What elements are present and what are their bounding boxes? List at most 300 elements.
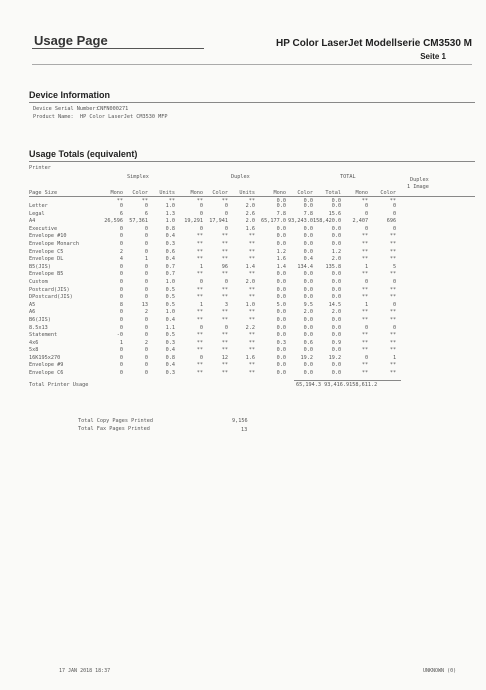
table-row (29, 362, 396, 370)
table-cell: 0.7 (165, 263, 175, 270)
page-size-cell: Legal (29, 210, 45, 217)
device-info-rule (29, 102, 475, 103)
table-cell: 0 (364, 278, 369, 285)
table-cell: ** (248, 294, 255, 301)
table-cell: ** (196, 370, 203, 377)
table-cell: ** (389, 309, 397, 316)
page-size-cell: A4 (29, 218, 36, 225)
table-cell: 5.0 (276, 301, 286, 308)
table-cell: ** (389, 256, 397, 263)
table-cell: 0.0 (331, 233, 342, 240)
table-cell: ** (248, 309, 255, 316)
table-cell: ** (248, 271, 255, 278)
table-cell: ** (248, 197, 255, 204)
table-cell: 0.3 (276, 339, 286, 346)
table-cell: 0.0 (331, 347, 342, 354)
table-cell: 0.0 (276, 309, 286, 316)
table-cell: 135.8 (325, 263, 342, 270)
table-cell: 0 (144, 225, 148, 232)
table-cell: 0 (119, 233, 123, 240)
table-cell: ** (389, 286, 397, 293)
table-cell: ** (389, 233, 397, 240)
table-cell: 0 (119, 294, 123, 301)
column-header: Color (380, 190, 396, 196)
table-cell: 0 (224, 225, 228, 232)
table-cell: 1.3 (165, 210, 175, 217)
table-cell: 0 (392, 301, 397, 308)
table-cell: 0 (119, 324, 123, 331)
table-cell: 0.8 (165, 225, 175, 232)
table-cell: 57,361 (129, 218, 148, 225)
table-cell: 12 (221, 354, 228, 361)
table-cell: ** (221, 370, 228, 377)
table-cell: ** (389, 294, 397, 301)
page-size-cell: Executive (29, 225, 58, 232)
usage-totals-rule (29, 161, 475, 162)
table-cell: 2 (144, 339, 148, 346)
table-cell: ** (248, 248, 255, 255)
table-cell: ** (196, 233, 203, 240)
table-cell: ** (196, 197, 203, 204)
table-cell: 0.0 (331, 240, 342, 247)
table-row (29, 287, 396, 295)
table-cell: 1.0 (165, 203, 175, 209)
printer-model: HP Color LaserJet Modellserie CM3530 M (276, 38, 472, 49)
table-cell: 0 (144, 324, 148, 331)
table-cell: 0 (392, 210, 397, 217)
table-cell: ** (389, 370, 397, 377)
table-cell: 2.0 (245, 203, 255, 209)
table-cell: ** (196, 256, 203, 263)
table-cell: 0.0 (331, 271, 342, 278)
group-duplex-image-line2: 1 Image (407, 184, 429, 190)
table-cell: 93,243.0 (288, 218, 313, 225)
title-underline (32, 48, 204, 49)
table-cell: ** (221, 197, 228, 204)
table-cell: 0.0 (276, 370, 286, 377)
table-cell: 2.0 (303, 309, 313, 316)
header-divider (32, 64, 472, 65)
table-cell: 0 (119, 370, 123, 377)
table-cell: 0.0 (276, 233, 286, 240)
table-cell: 158,420.0 (313, 218, 342, 225)
table-cell: 0 (144, 248, 148, 255)
table-cell: ** (196, 286, 203, 293)
table-row (29, 264, 396, 272)
table-cell: 0 (392, 203, 397, 209)
table-row (29, 256, 396, 264)
table-cell: 1.0 (245, 301, 255, 308)
table-cell: ** (361, 370, 369, 377)
table-cell: 1.2 (331, 248, 342, 255)
table-cell: 1.2 (276, 248, 286, 255)
table-cell: 6 (144, 210, 148, 217)
table-cell: 2.0 (245, 218, 255, 225)
table-cell: 0 (119, 316, 123, 323)
table-cell: 0.0 (276, 286, 286, 293)
column-header: Color (132, 190, 148, 196)
product-value: HP Color LaserJet CM3530 MFP (80, 114, 168, 120)
table-cell: 1 (199, 301, 203, 308)
table-cell: ** (361, 197, 368, 204)
column-header: Units (159, 190, 175, 196)
column-header: Total (325, 190, 341, 196)
table-cell: ** (141, 197, 148, 204)
header-underline (29, 196, 475, 197)
product-label: Product Name: (33, 114, 74, 120)
table-cell: ** (361, 286, 369, 293)
table-row (29, 249, 396, 257)
table-cell: ** (361, 339, 369, 346)
table-cell: 0.0 (276, 316, 286, 323)
table-cell: 0.0 (331, 286, 342, 293)
table-cell: 0 (144, 278, 148, 285)
page-size-cell: A5 (29, 301, 36, 308)
table-row (29, 317, 396, 325)
table-cell: 19.2 (300, 354, 313, 361)
table-cell: 0.4 (165, 233, 175, 240)
table-cell: 0.6 (303, 339, 313, 346)
table-cell: 0.0 (303, 316, 313, 323)
table-cell: 0 (144, 271, 148, 278)
copy-pages-label: Total Copy Pages Printed (78, 418, 153, 424)
table-cell: ** (221, 347, 228, 354)
table-cell: 1 (364, 301, 369, 308)
table-cell: 1.6 (245, 225, 255, 232)
table-cell: ** (248, 240, 255, 247)
table-cell: 0.0 (303, 240, 313, 247)
table-cell: 2.0 (245, 278, 255, 285)
column-header: Mono (273, 190, 286, 196)
page-size-cell: 8.5x13 (29, 324, 48, 331)
page-size-cell: Letter (29, 203, 48, 209)
table-cell: ** (196, 347, 203, 354)
table-cell: 0 (119, 240, 123, 247)
table-cell: 0.5 (165, 294, 175, 301)
table-cell: ** (389, 332, 397, 339)
table-row (29, 271, 396, 279)
table-cell: 0 (392, 324, 397, 331)
group-duplex-image-line1: Duplex (410, 177, 429, 183)
table-cell: 2.0 (331, 309, 342, 316)
table-cell: 0.6 (165, 248, 175, 255)
table-cell: 0.0 (276, 271, 286, 278)
table-cell: 0 (364, 354, 369, 361)
printer-label: Printer (29, 165, 51, 171)
table-cell: 0.0 (276, 362, 286, 369)
table-cell: ** (248, 233, 255, 240)
table-cell: 0.0 (331, 324, 342, 331)
table-cell: 0.5 (165, 332, 175, 339)
table-cell: 0.0 (303, 362, 313, 369)
table-cell: 0.0 (331, 316, 342, 323)
table-cell: ** (248, 286, 255, 293)
table-cell: 0 (392, 225, 397, 232)
table-cell: ** (221, 362, 228, 369)
table-cell: ** (361, 347, 369, 354)
column-header: Color (297, 190, 313, 196)
table-cell: 1 (392, 354, 397, 361)
table-cell: 0 (224, 203, 228, 209)
table-row (29, 309, 396, 317)
table-cell: ** (196, 309, 203, 316)
table-cell: 0.4 (165, 362, 175, 369)
table-cell: 0.0 (276, 240, 286, 247)
column-header: Mono (355, 190, 368, 196)
table-cell: 0 (224, 278, 228, 285)
table-cell: 17,941 (209, 218, 228, 225)
table-cell: 1.0 (165, 218, 175, 225)
table-cell: 0 (144, 332, 148, 339)
total-values: 65,194.3 93,416.9158,611.2 (296, 382, 378, 388)
table-cell: 0.8 (165, 354, 175, 361)
table-cell: 0 (144, 233, 148, 240)
table-cell: ** (196, 339, 203, 346)
group-total: TOTAL (340, 174, 356, 180)
table-cell: 0 (144, 240, 148, 247)
table-cell: ** (389, 197, 396, 204)
table-cell: 15.6 (328, 210, 342, 217)
table-cell: ** (248, 316, 255, 323)
table-cell: ** (221, 316, 228, 323)
page-size-cell: DPostcard(JIS) (29, 294, 73, 301)
table-cell: 0 (144, 263, 148, 270)
table-cell: ** (361, 316, 369, 323)
table-cell: ** (196, 294, 203, 301)
table-row (29, 355, 396, 363)
table-cell: ** (361, 271, 369, 278)
page-size-cell: Envelope C6 (29, 370, 64, 377)
table-cell: 0 (199, 203, 203, 209)
table-cell: 0.9 (331, 339, 342, 346)
table-cell: 0 (119, 286, 123, 293)
table-cell: -0 (116, 332, 123, 339)
table-row (29, 241, 396, 249)
serial-label: Device Serial Number: (33, 106, 99, 112)
fax-pages-label: Total Fax Pages Printed (78, 426, 150, 432)
page-size-cell: Envelope DL (29, 256, 64, 263)
page-size-cell: 5x8 (29, 347, 39, 354)
table-cell: ** (248, 339, 255, 346)
table-cell: ** (248, 332, 255, 339)
table-cell: 0 (119, 309, 123, 316)
table-cell: ** (196, 362, 203, 369)
table-cell: ** (361, 294, 369, 301)
footer-status: UNKNOWN (0) (423, 668, 457, 674)
page-size-cell: B5(JIS) (29, 263, 51, 270)
table-cell: 4 (119, 256, 123, 263)
table-cell: 0 (119, 278, 123, 285)
table-cell: 0.4 (165, 256, 175, 263)
table-cell: ** (168, 197, 175, 204)
table-cell: 0.3 (165, 240, 175, 247)
table-cell: ** (361, 256, 369, 263)
table-cell: 1 (119, 339, 123, 346)
table-row (29, 218, 396, 226)
table-cell: 0 (199, 278, 203, 285)
table-cell: 1.6 (276, 256, 286, 263)
table-row (29, 325, 396, 333)
table-cell: 0.0 (331, 294, 342, 301)
table-cell: ** (196, 248, 203, 255)
table-cell: ** (196, 316, 203, 323)
table-cell: 0 (144, 362, 148, 369)
table-cell: 0 (144, 203, 148, 209)
page-number: Seite 1 (420, 52, 446, 61)
usage-table (29, 203, 396, 378)
table-cell: ** (389, 316, 397, 323)
page-size-cell: 16K195x270 (29, 354, 61, 361)
table-cell: 2 (144, 309, 148, 316)
table-cell: ** (116, 197, 123, 204)
table-cell: 0.0 (276, 347, 286, 354)
table-cell: 0.0 (331, 332, 342, 339)
table-cell: 1.1 (165, 324, 175, 331)
column-header: Color (212, 190, 228, 196)
table-cell: 65,177.0 (261, 218, 286, 225)
table-cell: ** (389, 240, 397, 247)
table-cell: 0.0 (331, 278, 342, 285)
table-cell: 0.4 (303, 256, 313, 263)
table-cell: 0 (119, 347, 123, 354)
table-cell: 0.5 (165, 301, 175, 308)
page-size-cell: Envelope C5 (29, 248, 64, 255)
table-cell: 9.5 (303, 301, 313, 308)
total-rule (294, 380, 401, 381)
table-cell: 0 (144, 354, 148, 361)
table-cell: 1.0 (165, 278, 175, 285)
column-header: Page Size (29, 190, 58, 196)
table-cell: 0 (199, 324, 203, 331)
table-cell: ** (389, 339, 397, 346)
table-cell: ** (248, 362, 255, 369)
table-cell: 0 (144, 347, 148, 354)
table-cell: ** (221, 294, 228, 301)
table-cell: ** (248, 347, 255, 354)
table-cell: 0 (119, 271, 123, 278)
table-cell: 0 (224, 324, 228, 331)
table-cell: 0.3 (165, 370, 175, 377)
table-cell: 7.8 (303, 210, 313, 217)
table-cell: ** (248, 370, 255, 377)
table-cell: 0.0 (331, 203, 342, 209)
table-cell: ** (361, 332, 369, 339)
table-row (29, 340, 396, 348)
table-cell: ** (221, 256, 228, 263)
table-cell: 2.2 (245, 324, 255, 331)
table-cell: 0 (224, 210, 228, 217)
table-cell: 1.0 (165, 309, 175, 316)
table-cell: 1 (144, 256, 148, 263)
serial-value: CNFN000271 (97, 106, 129, 112)
table-cell: 0.0 (276, 203, 286, 209)
page-size-cell: A6 (29, 309, 36, 316)
table-cell: 0.4 (165, 316, 175, 323)
table-cell: 0.5 (165, 286, 175, 293)
table-cell: 0 (199, 210, 203, 217)
table-cell: 0.0 (276, 197, 286, 204)
table-cell: 696 (386, 218, 397, 225)
table-cell: 1.6 (245, 354, 255, 361)
table-cell: 0.0 (276, 225, 286, 232)
table-cell: 3 (224, 301, 228, 308)
page-size-cell: Custom (29, 278, 48, 285)
table-cell: 0.0 (331, 362, 342, 369)
table-cell: 19,291 (184, 218, 203, 225)
table-cell: ** (389, 347, 397, 354)
table-cell: 0 (119, 225, 123, 232)
table-cell: 0.0 (303, 278, 313, 285)
table-cell: 19.2 (328, 354, 342, 361)
table-row (29, 302, 396, 310)
column-header: Units (239, 190, 255, 196)
page-size-cell: B6(JIS) (29, 316, 51, 323)
table-cell: 0.0 (276, 278, 286, 285)
page-size-cell: Envelope #9 (29, 362, 64, 369)
table-cell: 0 (119, 354, 123, 361)
table-cell: 0.0 (303, 294, 313, 301)
column-header: Mono (190, 190, 203, 196)
table-cell: 0 (144, 370, 148, 377)
table-cell: ** (361, 240, 369, 247)
table-cell: 0.0 (276, 324, 286, 331)
table-cell: ** (221, 332, 228, 339)
device-info-heading: Device Information (29, 90, 111, 100)
table-cell: ** (389, 248, 397, 255)
table-row (29, 203, 396, 211)
table-cell: ** (196, 271, 203, 278)
table-cell: 0.0 (303, 271, 313, 278)
table-cell: 2,407 (352, 218, 369, 225)
table-cell: 2.0 (331, 256, 342, 263)
table-cell: 0 (392, 278, 397, 285)
table-cell: 96 (221, 263, 228, 270)
table-row (29, 294, 396, 302)
table-cell: ** (361, 233, 369, 240)
table-cell: 0.0 (331, 225, 342, 232)
table-cell: 0.0 (303, 197, 313, 204)
table-cell: 26,596 (104, 218, 123, 225)
table-cell: 0.7 (165, 271, 175, 278)
group-simplex: Simplex (127, 174, 149, 180)
table-cell: ** (361, 309, 369, 316)
table-cell: 0 (364, 210, 369, 217)
table-cell: 0.4 (165, 347, 175, 354)
table-cell: 0 (144, 294, 148, 301)
table-cell: 0.0 (303, 286, 313, 293)
table-row (29, 226, 396, 234)
table-row (29, 233, 396, 241)
table-cell: ** (221, 240, 228, 247)
table-cell: ** (221, 339, 228, 346)
table-cell: ** (248, 256, 255, 263)
table-cell: 1 (364, 263, 369, 270)
table-cell: ** (221, 233, 228, 240)
table-cell: ** (361, 248, 369, 255)
page-size-cell: Envelope B5 (29, 271, 64, 278)
table-cell: 0 (364, 225, 369, 232)
table-cell: 0.0 (303, 225, 313, 232)
group-duplex: Duplex (231, 174, 250, 180)
table-cell: 2.6 (245, 210, 255, 217)
page-size-cell: 4x6 (29, 339, 39, 346)
usage-totals-heading: Usage Totals (equivalent) (29, 149, 138, 159)
table-cell: 0 (119, 203, 123, 209)
table-cell: 0.0 (331, 370, 342, 377)
table-cell: 1.4 (276, 263, 286, 270)
table-cell: 0 (144, 286, 148, 293)
table-cell: ** (221, 271, 228, 278)
